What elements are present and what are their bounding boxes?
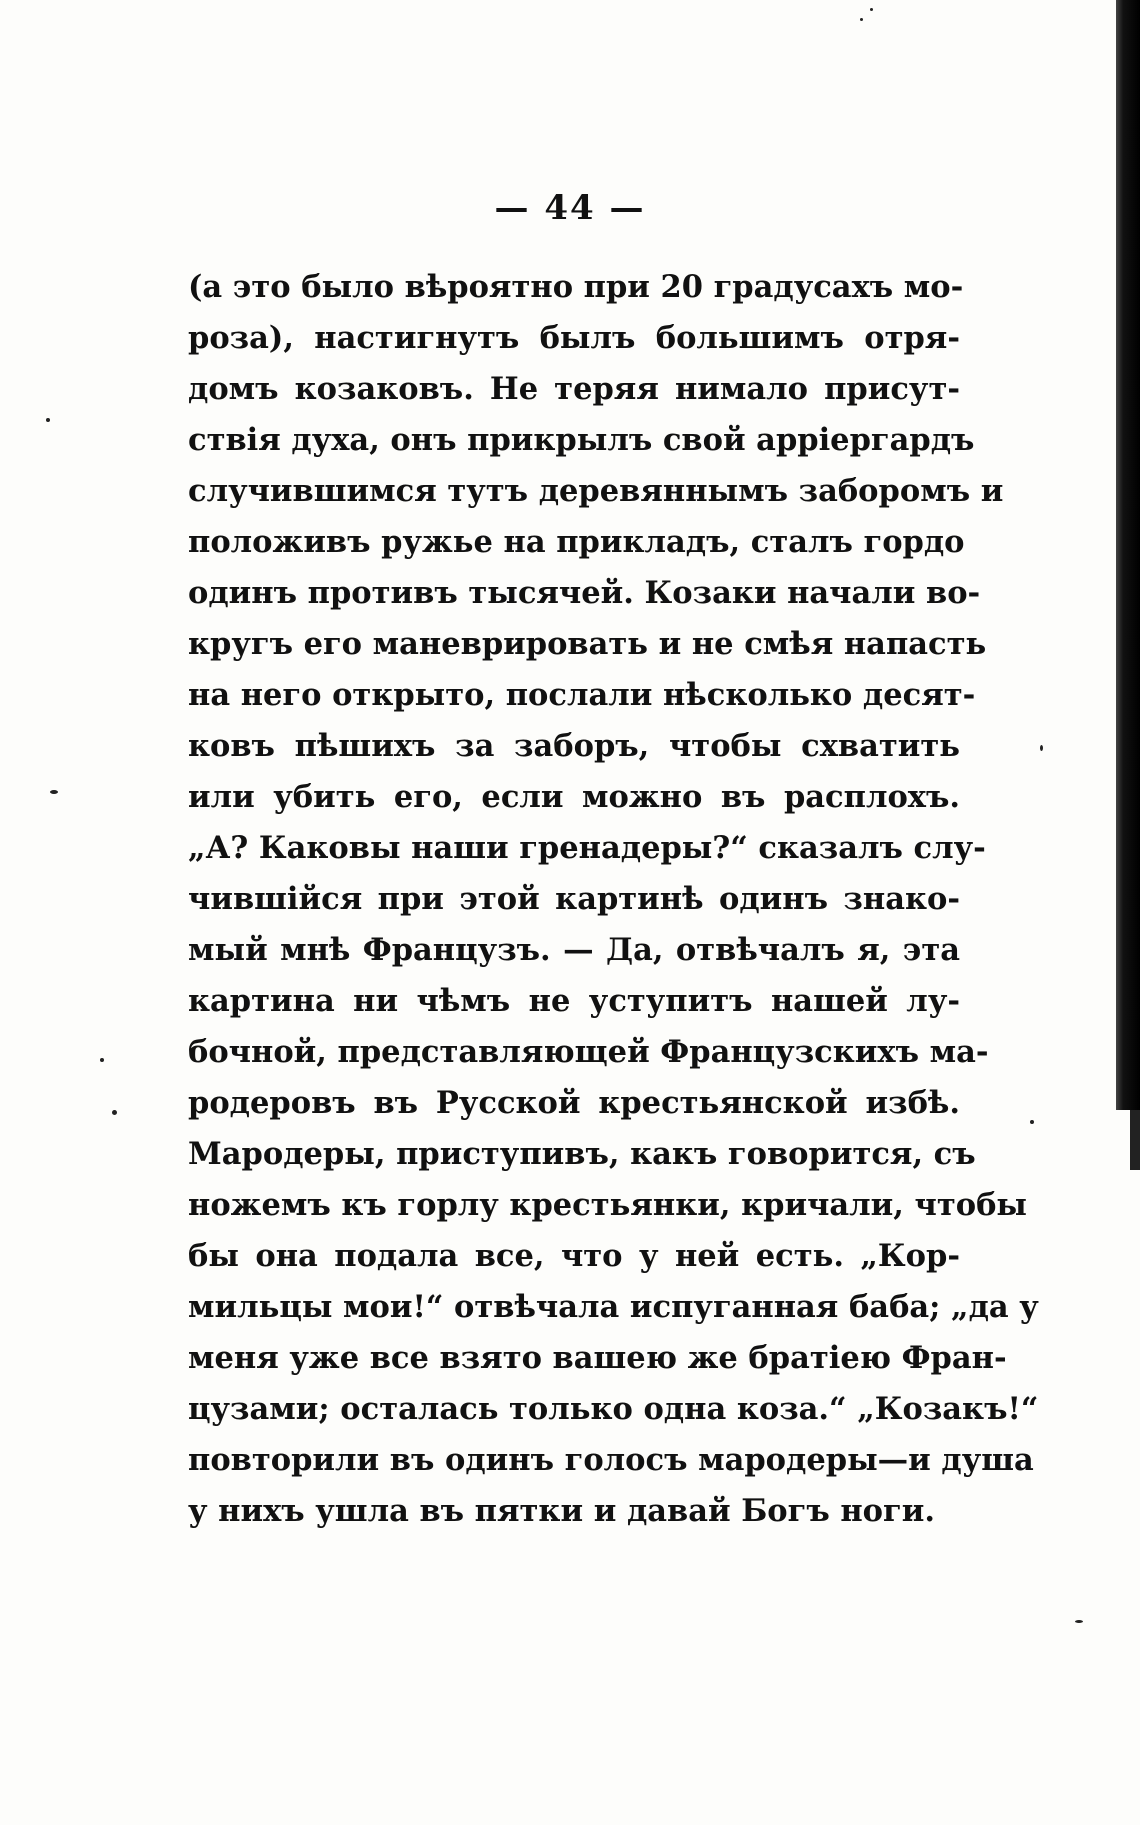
text-line: одинъ противъ тысячей. Козаки начали во- [188,575,981,611]
text-line: картина ни чѣмъ не уступитъ нашей лу- [188,983,960,1019]
body-text [188,262,1039,1537]
scan-speck [112,1110,117,1115]
page-number: — 44 — [494,188,646,228]
text-line: бочной, представляющей Французскихъ ма- [188,1034,989,1070]
text-line: (а это было вѣроятно при 20 градусахъ мо- [188,269,964,305]
text-line: домъ козаковъ. Не теряя нимало присут- [188,371,960,407]
text-line: ножемъ къ горлу крестьянки, кричали, чтобы [188,1187,1028,1223]
text-line: цузами; осталась только одна коза.“ „Козакъ!“ [188,1391,1039,1427]
text-line: ствія духа, онъ прикрылъ свой арріергардъ [188,422,975,458]
scan-speck [1030,1120,1034,1124]
scan-edge-shadow-lower [1130,1110,1140,1170]
text-line: повторили въ одинъ голосъ мародеры—и душа [188,1442,1034,1478]
scan-speck [860,18,863,21]
text-line: чившійся при этой картинѣ одинъ знако- [188,881,960,917]
scan-speck [1075,1620,1083,1623]
text-line: родеровъ въ Русской крестьянской избѣ. [188,1085,960,1121]
text-line: меня уже все взято вашею же братіею Фран- [188,1340,1007,1376]
text-line: кругъ его маневрировать и не смѣя напасть [188,626,987,662]
text-line: или убить его, если можно въ расплохъ. [188,779,960,815]
text-line: роза), настигнутъ былъ большимъ отря- [188,320,960,356]
text-line: Мародеры, приступивъ, какъ говорится, съ [188,1136,976,1172]
text-line: на него открыто, послали нѣсколько десят- [188,677,976,713]
scan-speck [870,8,873,11]
text-line: „А? Каковы наши гренадеры?“ сказалъ слу- [188,830,986,866]
scan-speck [50,790,58,794]
text-line: бы она подала все, что у ней есть. „Кор- [188,1238,960,1274]
scan-speck [46,418,50,422]
scan-speck [100,1058,104,1062]
text-line: положивъ ружье на прикладъ, сталъ гордо [188,524,965,560]
scan-edge-shadow [1116,0,1140,1110]
scan-speck [1040,745,1043,751]
text-line: у нихъ ушла въ пятки и давай Богъ ноги. [188,1493,935,1529]
text-line: ковъ пѣшихъ за заборъ, чтобы схватить [188,728,960,764]
text-line: мильцы мои!“ отвѣчала испуганная баба; „да у [188,1289,1039,1325]
text-line: мый мнѣ Французъ. — Да, отвѣчалъ я, эта [188,932,960,968]
text-line: случившимся тутъ деревяннымъ заборомъ и [188,473,1004,509]
